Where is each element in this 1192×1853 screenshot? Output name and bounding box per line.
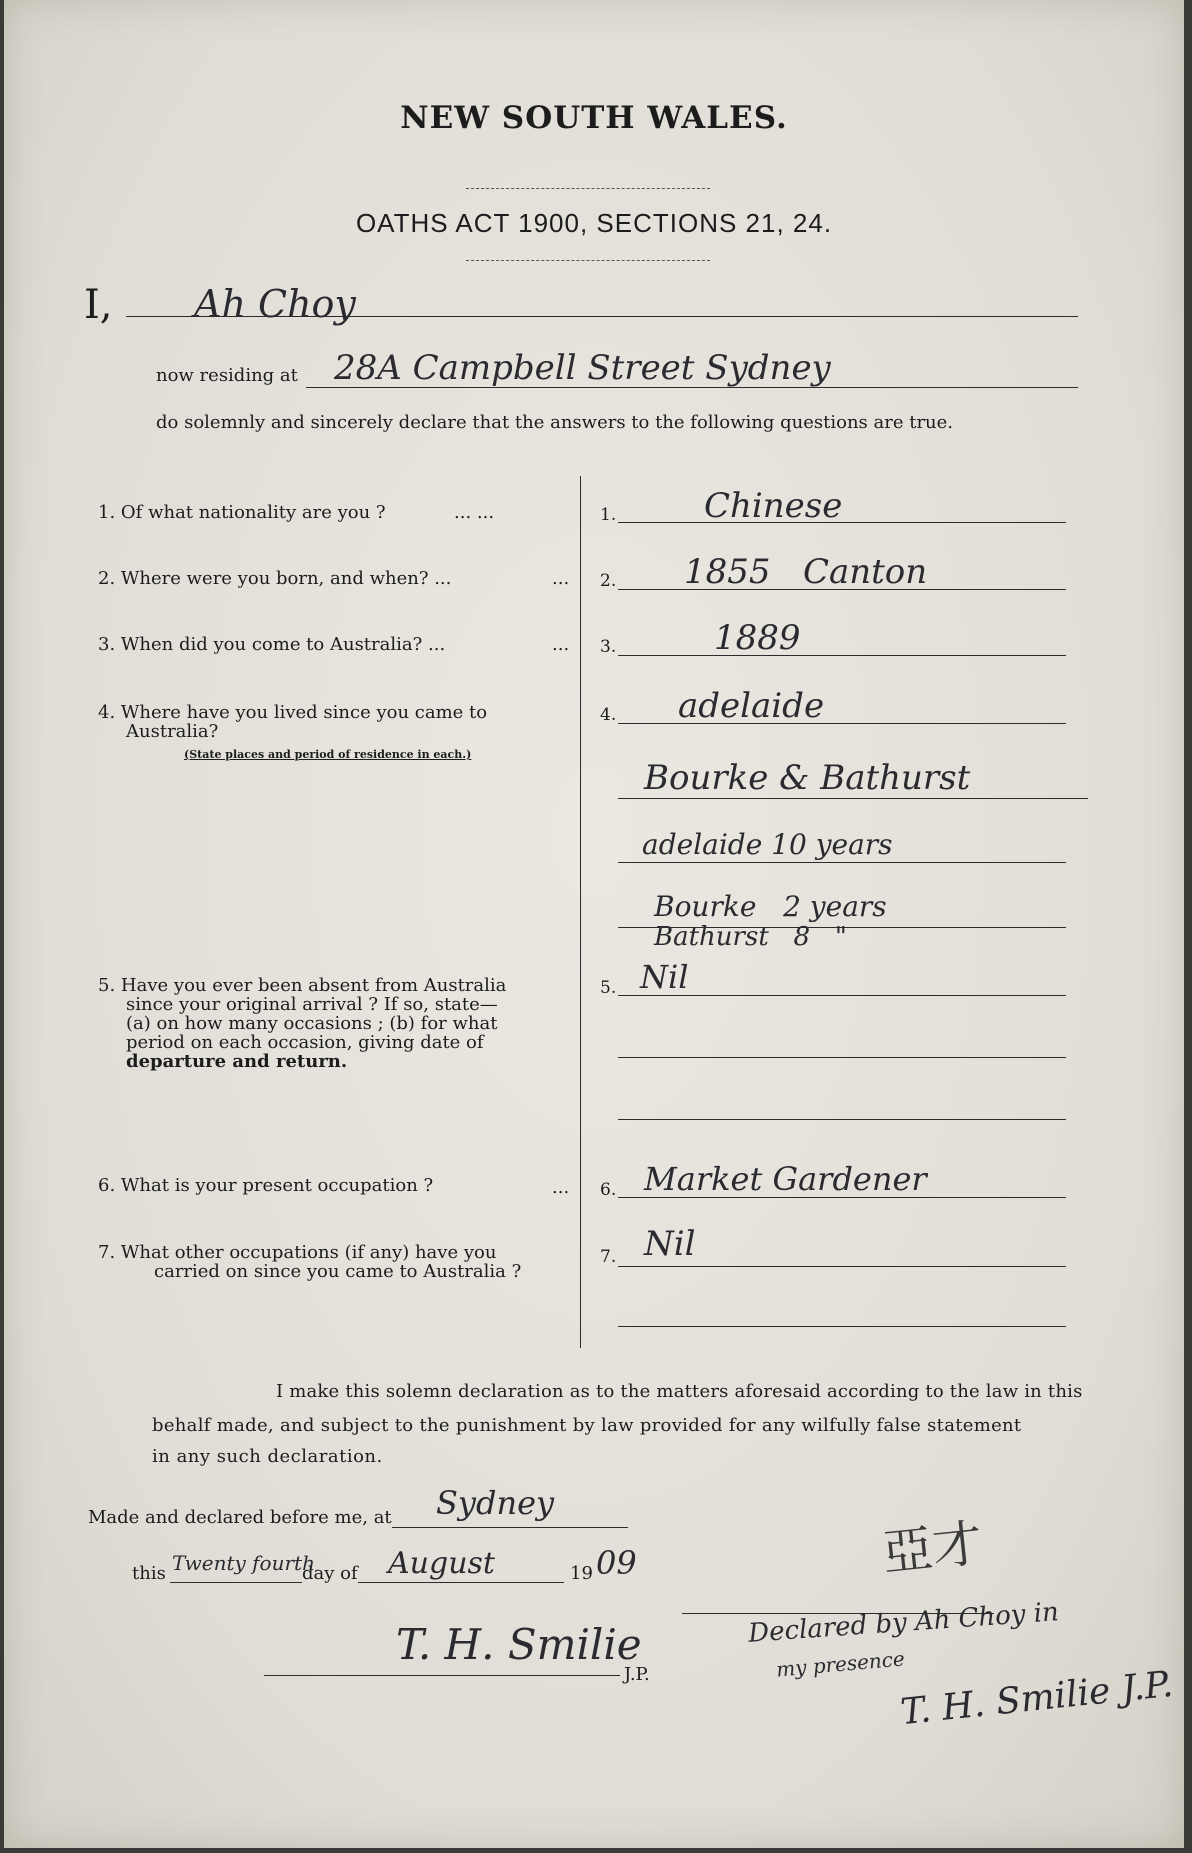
question-4: 4. Where have you lived since you came to (98, 702, 488, 723)
answer-5: Nil (640, 958, 689, 996)
made-declared-label: Made and declared before me, at (88, 1507, 392, 1528)
closing-line-2: behalf made, and subject to the punishment by law provided for any wilfully false statement (152, 1415, 1022, 1436)
answer-2: 1855 Canton (684, 552, 928, 592)
answer-1-number: 1. (600, 505, 617, 525)
witness-note-line-2: my presence (775, 1646, 906, 1682)
question-2: 2. Where were you born, and when? ... (98, 568, 452, 589)
answer-7-number: 7. (600, 1247, 617, 1267)
question-6-leader: ... (552, 1177, 570, 1198)
residing-label: now residing at (156, 365, 298, 386)
answer-2-number: 2. (600, 571, 617, 591)
jp-signature: T. H. Smilie (396, 1620, 642, 1669)
answer-4-line-2 (618, 798, 1088, 799)
witness-note-line-1: Declared by Ah Choy in (747, 1597, 1060, 1649)
question-7: 7. What other occupations (if any) have you (98, 1242, 497, 1263)
declarant-name: Ah Choy (194, 282, 356, 326)
witness-signature: T. H. Smilie J.P. (898, 1663, 1175, 1734)
question-7-line-2: carried on since you came to Australia ? (154, 1261, 522, 1282)
answer-3: 1889 (714, 618, 801, 658)
question-5-line-2: since your original arrival ? If so, state— (126, 994, 498, 1015)
declaration-day: Twenty fourth (172, 1551, 315, 1575)
this-label: this (132, 1563, 166, 1584)
answer-6-number: 6. (600, 1180, 617, 1200)
jp-signature-line (264, 1675, 620, 1676)
question-3: 3. When did you come to Australia? ... (98, 634, 446, 655)
declarant-address: 28A Campbell Street Sydney (334, 348, 831, 388)
answer-6: Market Gardener (644, 1160, 927, 1198)
day-line (170, 1582, 302, 1583)
answer-4-line-3-text: adelaide 10 years (642, 828, 893, 861)
answer-4-line-2-text: Bourke & Bathurst (644, 758, 971, 798)
question-4-line-2: Australia? (126, 721, 219, 742)
divider (466, 260, 710, 261)
answer-4-number: 4. (600, 705, 617, 725)
column-divider (580, 476, 581, 1348)
answer-5-line-2 (618, 1057, 1066, 1058)
question-1: 1. Of what nationality are you ? (98, 502, 386, 523)
chinese-signature: 亞才 (879, 1513, 986, 1583)
closing-line-1: I make this solemn declaration as to the matters aforesaid according to the law in this (276, 1381, 1083, 1402)
question-5-line-5: departure and return. (126, 1051, 348, 1072)
answer-4-line-4-text: Bourke 2 years (654, 890, 887, 923)
place-line (392, 1527, 628, 1528)
divider (466, 188, 710, 189)
answer-7-line-2 (618, 1326, 1066, 1327)
day-of-label: day of (302, 1563, 358, 1584)
answer-3-number: 3. (600, 637, 617, 657)
declarant-prefix: I, (84, 282, 113, 328)
declaration-year: 09 (596, 1544, 637, 1582)
question-5-line-3: (a) on how many occasions ; (b) for what (126, 1013, 498, 1034)
declaration-form (4, 0, 1184, 1848)
answer-4-line-3 (618, 862, 1066, 863)
answer-5-number: 5. (600, 978, 617, 998)
question-1-leader: ... ... (454, 502, 495, 523)
answer-1: Chinese (704, 486, 843, 526)
question-2-leader: ... (552, 568, 570, 589)
question-3-leader: ... (552, 634, 570, 655)
answer-3-line (618, 655, 1066, 656)
answer-5-line-3 (618, 1119, 1066, 1120)
month-line (358, 1582, 564, 1583)
closing-line-3: in any such declaration. (152, 1446, 383, 1467)
answer-4-line-5-text: Bathurst 8 " (654, 922, 847, 952)
year-prefix: 19 (570, 1563, 593, 1584)
declaration-text: do solemnly and sincerely declare that the answers to the following questions are true. (156, 412, 954, 433)
declaration-place: Sydney (436, 1484, 555, 1522)
question-6: 6. What is your present occupation ? (98, 1175, 434, 1196)
answer-4: adelaide (678, 686, 825, 726)
question-5-line-4: period on each occasion, giving date of (126, 1032, 484, 1053)
question-4-note: (State places and period of residence in each.) (184, 748, 472, 761)
form-state-title: NEW SOUTH WALES. (400, 100, 788, 136)
declaration-month: August (388, 1546, 495, 1581)
act-title: OATHS ACT 1900, SECTIONS 21, 24. (355, 208, 833, 238)
answer-7-line (618, 1266, 1066, 1267)
answer-7: Nil (644, 1224, 696, 1264)
jp-label: J.P. (624, 1664, 650, 1685)
question-5: 5. Have you ever been absent from Australia (98, 975, 507, 996)
